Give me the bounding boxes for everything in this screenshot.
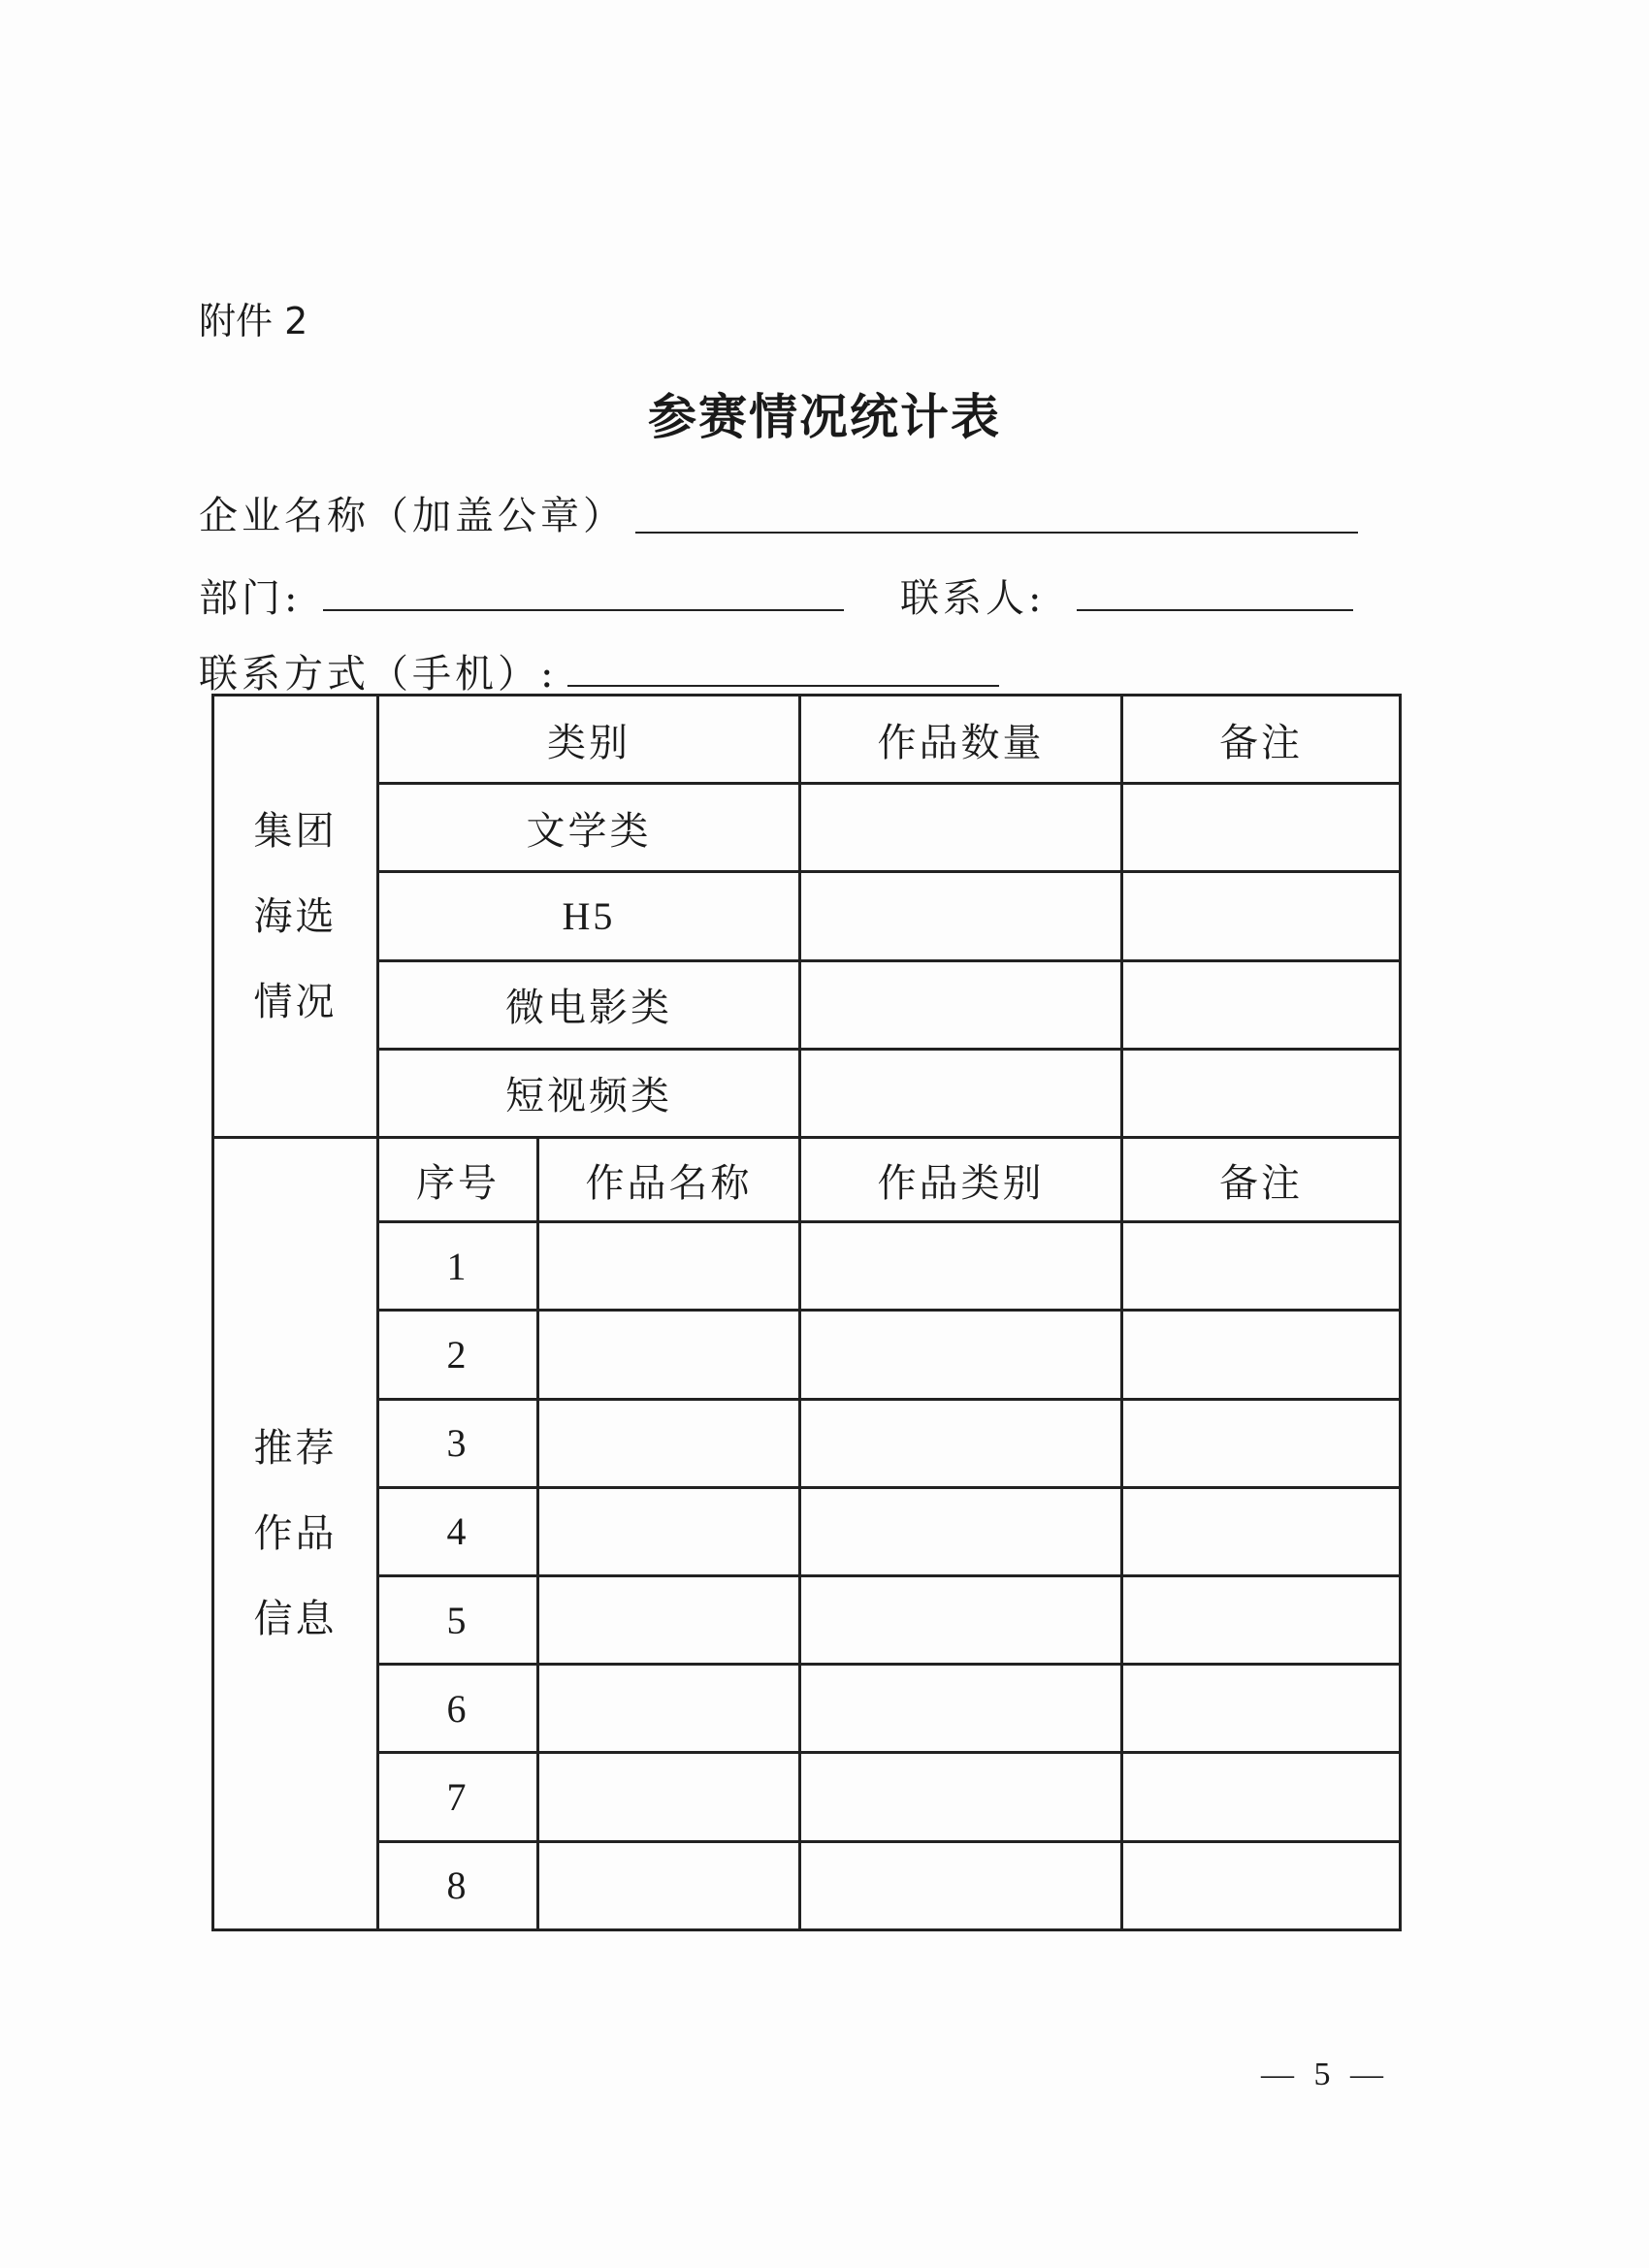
work-name-cell[interactable] [538,1311,800,1399]
row-number: 2 [378,1311,538,1399]
remarks-cell[interactable] [1122,872,1401,960]
remarks-cell[interactable] [1122,1487,1401,1575]
row-number: 4 [378,1487,538,1575]
remarks-cell[interactable] [1122,1049,1401,1137]
header-serial-number: 序号 [378,1138,538,1222]
row-number: 3 [378,1399,538,1487]
section-label-recommended: 推荐作品信息 [213,1138,378,1930]
work-category-cell[interactable] [800,1575,1122,1664]
work-category-cell[interactable] [800,1399,1122,1487]
row-number: 1 [378,1222,538,1311]
work-category-cell[interactable] [800,1487,1122,1575]
work-count-cell[interactable] [800,872,1122,960]
remarks-cell[interactable] [1122,1753,1401,1841]
row-number: 7 [378,1753,538,1841]
header-work-name: 作品名称 [538,1138,800,1222]
department-label: 部门: [199,576,302,621]
company-label: 企业名称（加盖公章） [199,494,626,538]
page-title: 参赛情况统计表 [648,389,1001,445]
work-category-cell[interactable] [800,1665,1122,1753]
category-literature: 文学类 [378,784,800,872]
header-remarks: 备注 [1122,1138,1401,1222]
category-h5: H5 [378,872,800,960]
work-category-cell[interactable] [800,1753,1122,1841]
company-field[interactable] [635,532,1358,534]
remarks-cell[interactable] [1122,1311,1401,1399]
work-name-cell[interactable] [538,1575,800,1664]
row-number: 8 [378,1841,538,1929]
work-name-cell[interactable] [538,1487,800,1575]
work-count-cell[interactable] [800,960,1122,1049]
contact-method-field[interactable] [567,685,999,687]
row-number: 5 [378,1575,538,1664]
header-remarks: 备注 [1122,696,1401,784]
work-name-cell[interactable] [538,1222,800,1311]
work-name-cell[interactable] [538,1399,800,1487]
category-micro-film: 微电影类 [378,960,800,1049]
header-work-category: 作品类别 [800,1138,1122,1222]
remarks-cell[interactable] [1122,1575,1401,1664]
remarks-cell[interactable] [1122,1222,1401,1311]
row-number: 6 [378,1665,538,1753]
remarks-cell[interactable] [1122,1665,1401,1753]
work-name-cell[interactable] [538,1665,800,1753]
work-name-cell[interactable] [538,1841,800,1929]
remarks-cell[interactable] [1122,960,1401,1049]
work-count-cell[interactable] [800,784,1122,872]
header-category: 类别 [378,696,800,784]
department-field[interactable] [323,609,844,611]
attachment-label: 附件 2 [199,300,308,342]
work-count-cell[interactable] [800,1049,1122,1137]
category-short-video: 短视频类 [378,1049,800,1137]
contact-method-label: 联系方式（手机）: [199,652,558,697]
work-category-cell[interactable] [800,1841,1122,1929]
remarks-cell[interactable] [1122,1841,1401,1929]
work-category-cell[interactable] [800,1222,1122,1311]
work-name-cell[interactable] [538,1753,800,1841]
work-category-cell[interactable] [800,1311,1122,1399]
statistics-table [211,694,1402,1931]
remarks-cell[interactable] [1122,784,1401,872]
header-work-count: 作品数量 [800,696,1122,784]
section-label-selection: 集团海选情况 [213,696,378,1138]
remarks-cell[interactable] [1122,1399,1401,1487]
contact-person-label: 联系人: [900,576,1046,621]
page-number: — 5 — [1261,2057,1389,2092]
contact-person-field[interactable] [1077,609,1353,611]
